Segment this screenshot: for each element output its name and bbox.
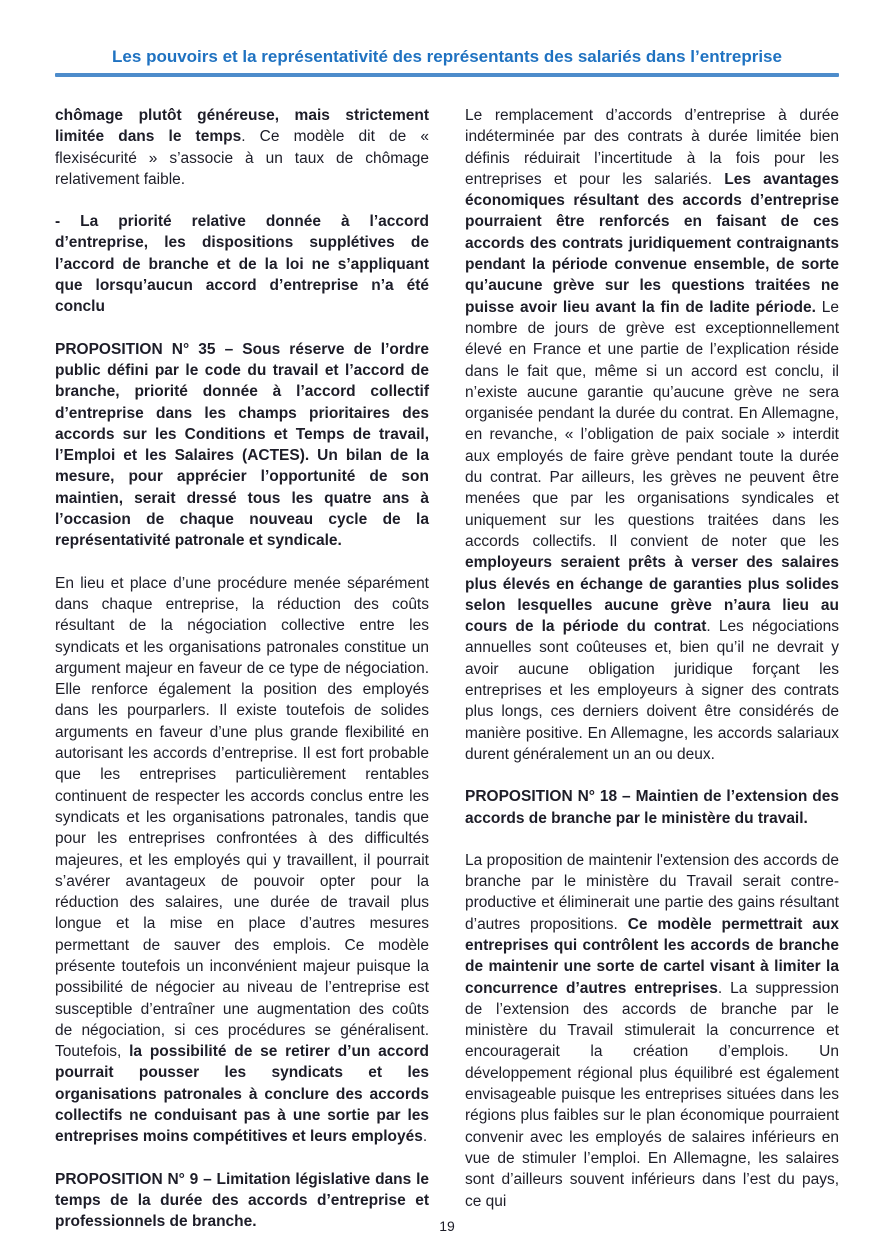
page-footer — [0, 1218, 894, 1234]
text-run: . Les négociations annuelles sont coûteuses et, bien qu’il ne devrait y avoir aucune obligation juridique forçant les entreprises et les employeurs à signer des contrats plus longs, ces derniers doivent être considérés de manière positive. En Allemagne, les accords salariaux durent généralement un an ou deux. — [465, 618, 839, 763]
text-run: En lieu et place d’une procédure menée séparément dans chaque entreprise, la réduction des coûts résultant de la négociation collective entre les syndicats et les organisations patronales constitue un argument majeur en faveur de ce type de négociation. Elle renforce également la position des employés dans les pourparlers. Il existe toutefois de solides arguments en faveur d’une plus grande flexibilité en autorisant les accords d’entreprise. Il est fort probable que les entreprises particulièrement rentables continuent de respecter les accords conclus entre les syndicats et les organisations patronales, tandis que pour les entreprises confrontées à des difficultés majeures, et les employés qui y travaillent, il pourrait s’avérer avantageux de pouvoir opter pour la réduction des salaires, une durée de travail plus longue et la mise en place d’autres mesures permettant de sauver des emplois. Ce modèle présente toutefois un inconvénient majeur puisque la possibilité de négocier au niveau de l’entreprise est susceptible d’entraîner une augmentation des coûts de négociation, si ces procédures se généralisent. Toutefois, — [55, 574, 429, 1061]
bold-text-run: Ce modèle permettrait aux entreprises qui contrôlent les accords de branche de maintenir une sorte de cartel visant à limiter la concurrence d’autres entreprises — [465, 915, 839, 997]
bold-text-run: - La priorité relative donnée à l’accord d’entreprise, les dispositions supplétives de l’accord de branche et de la loi ne s’appliquant que lorsqu’aucun accord d’entreprise n’a été conclu — [55, 213, 429, 316]
paragraph — [55, 105, 429, 190]
bold-text-run: PROPOSITION N° 9 – Limitation législative dans le temps de la durée des accords d’entreprise et professionnels de branche. — [55, 1170, 429, 1231]
text-run: Le nombre de jours de grève est exceptionnellement élevé en France et une partie de l’explication réside dans le fait que, même si un accord est conclu, il n’existe aucune garantie qu’aucune grève ne sera organisée pendant la durée du contrat. En Allemagne, en revanche, « l’obligation de paix sociale » interdit aux employés de faire grève pendant toute la durée du contrat. Par ailleurs, les grèves ne peuvent être menées que par les organisations syndicales et uniquement sur les questions traitées dans les accords collectifs. Il convient de noter que les — [465, 298, 839, 550]
left-column — [55, 105, 429, 1233]
paragraph — [55, 211, 429, 317]
text-run: . Ce modèle dit de « flexisécurité » s’associe à un taux de chômage relativement faible. — [55, 128, 429, 188]
paragraph — [465, 786, 839, 829]
page-header — [0, 0, 894, 77]
header-rule — [55, 73, 839, 77]
two-column-body — [0, 105, 894, 1233]
bold-text-run: PROPOSITION N° 35 – Sous réserve de l’ordre public défini par le code du travail et l’accord de branche, priorité donnée à l’accord collectif d’entreprise dans les champs prioritaires des accords sur les Conditions et Temps de travail, l’Emploi et les Salaires (ACTES). Un bilan de la mesure, pour apprécier l’opportunité de son maintien, serait dressé tous les quatre ans à l’occasion de chaque nouveau cycle de la représentativité patronale et syndicale. — [55, 340, 429, 550]
bold-text-run: chômage plutôt généreuse, mais strictement limitée dans le temps — [55, 107, 429, 146]
page-number: 19 — [439, 1218, 455, 1234]
bold-text-run: PROPOSITION N° 18 – Maintien de l’extension des accords de branche par le ministère du travail. — [465, 788, 839, 827]
text-run: Le remplacement d’accords d’entreprise à durée indéterminée par des contrats à durée limitée bien définis réduirait l’incertitude à la fois pour les entreprises et pour les salariés. — [465, 107, 839, 188]
page-title: Les pouvoirs et la représentativité des représentants des salariés dans l’entreprise — [112, 47, 782, 66]
right-column — [465, 105, 839, 1233]
bold-text-run: employeurs seraient prêts à verser des salaires plus élevés en échange de garanties plus solides selon lesquelles aucune grève n’aura lieu au cours de la période du contrat — [465, 554, 839, 636]
paragraph — [55, 573, 429, 1148]
paragraph — [465, 850, 839, 1212]
paragraph — [55, 339, 429, 552]
text-run: . — [422, 1128, 428, 1146]
bold-text-run: la possibilité de se retirer d’un accord pourrait pousser les syndicats et les organisations patronales à conclure des accords collectifs ne conduisant pas à une sortie par les entreprises moins compétitives et leurs employés — [55, 1043, 430, 1146]
paragraph — [465, 105, 839, 765]
bold-text-run: Les avantages économiques résultant des accords d’entreprise pourraient être renforcés en faisant de ces accords des contrats juridiquement contraignants pendant la période convenue ensemble, de sorte qu’aucune grève sur les questions traitées ne puisse avoir lieu avant la fin de ladite période. — [465, 170, 839, 316]
text-run: La proposition de maintenir l'extension des accords de branche par le ministère du Travail serait contre-productive et éliminerait une partie des gains résultant d’autres propositions. — [465, 851, 839, 933]
text-run: . La suppression de l’extension des accords de branche par le ministère du Travail stimulerait la concurrence et encouragerait la création d’emplois. Un développement régional plus équilibré est également envisageable puisque les entreprises situées dans les régions plus faibles sur le plan économique pourraient convenir avec les employés de salaires inférieurs en vue de stimuler l’emploi. En Allemagne, les salaires sont d’ailleurs souvent inférieurs dans l’est du pays, ce qui — [465, 979, 839, 1210]
